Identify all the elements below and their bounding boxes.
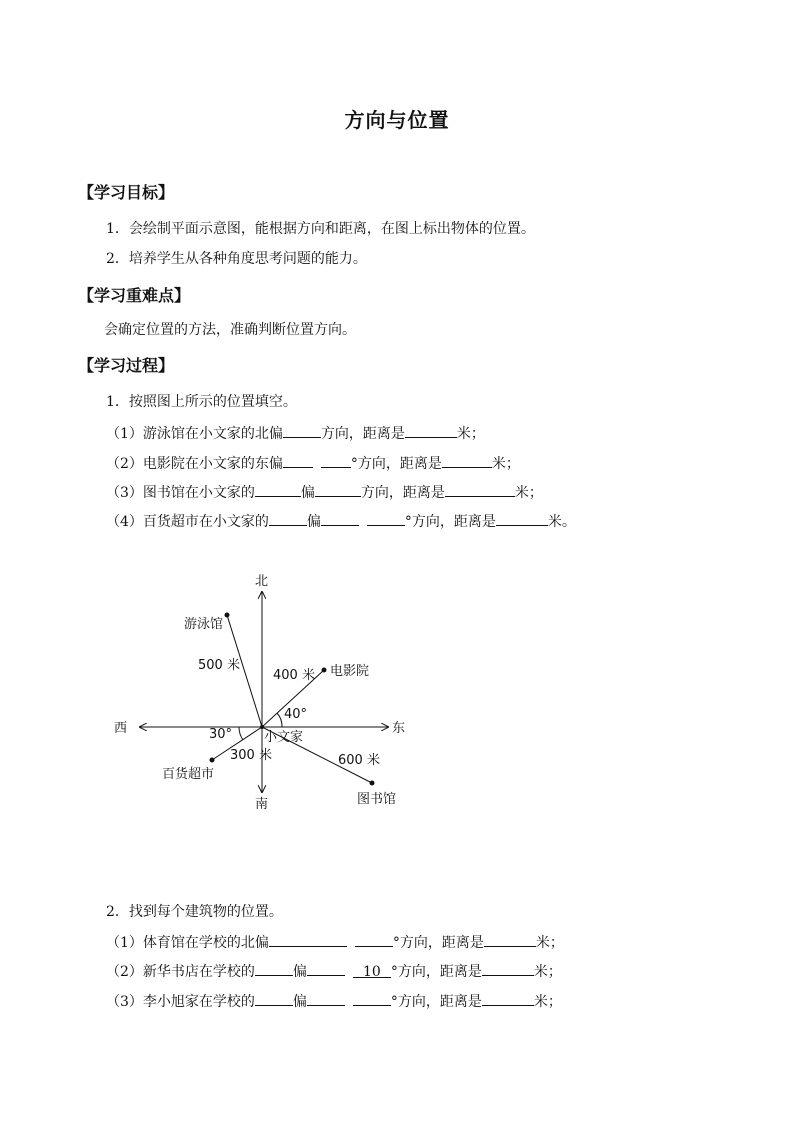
q1-4-text-d: 米。 [547, 514, 576, 530]
goal-item-1: 1．会绘制平面示意图，能根据方向和距离，在图上标出物体的位置。 [106, 221, 535, 237]
q2-line-2 [106, 961, 562, 981]
q2-2-blank-angle-filled[interactable]: 10 [353, 963, 391, 978]
q2-3-blank-dir2[interactable] [307, 991, 345, 1006]
q2-line-3 [106, 991, 562, 1011]
q2-1-text-b: °方向，距离是 [392, 935, 484, 951]
q1-1-text-c: 米； [456, 426, 485, 442]
q1-2-text-a: （2）电影院在小文家的东偏 [106, 456, 283, 472]
page-title: 方向与位置 [344, 108, 450, 132]
q1-2-text-b: °方向，距离是 [350, 456, 442, 472]
q1-2-blank-angle[interactable] [321, 453, 351, 468]
q1-4-blank-dir2[interactable] [321, 511, 359, 526]
q1-3-text-d: 米； [514, 485, 543, 501]
q2-2-text-b: 偏 [292, 964, 307, 980]
label-cinema-angle: 40° [284, 707, 308, 722]
q1-2-blank-distance[interactable] [442, 453, 492, 468]
label-market-dist: 300 米 [230, 748, 272, 763]
q2-3-text-d: 米； [533, 994, 562, 1010]
q2-3-text-c: °方向，距离是 [390, 994, 482, 1010]
q2-3-blank-distance[interactable] [482, 991, 534, 1006]
label-library-dist: 600 米 [338, 753, 380, 768]
point-swimming [225, 613, 230, 618]
q1-prompt: 1．按照图上所示的位置填空。 [106, 394, 297, 410]
label-cinema: 电影院 [330, 664, 370, 679]
q2-1-text-c: 米； [535, 935, 564, 951]
label-swimming-dist: 500 米 [198, 658, 240, 673]
q2-2-blank-dir1[interactable] [255, 961, 293, 976]
label-library: 图书馆 [357, 792, 397, 807]
q2-prompt: 2．找到每个建筑物的位置。 [106, 904, 283, 920]
q1-3-blank-distance[interactable] [445, 482, 515, 497]
label-market: 百货超市 [162, 767, 215, 782]
angle-arc-market [239, 727, 243, 740]
label-swimming: 游泳馆 [184, 617, 224, 632]
direction-diagram [0, 560, 794, 820]
q1-line-4 [106, 511, 576, 531]
q1-1-blank-direction[interactable] [283, 423, 321, 438]
q1-2-text-c: 米； [491, 456, 520, 472]
q1-4-text-b: 偏 [306, 514, 321, 530]
point-cinema [322, 668, 327, 673]
q2-1-blank-distance[interactable] [484, 932, 536, 947]
q1-4-text-c: °方向，距离是 [404, 514, 496, 530]
point-market [210, 758, 215, 763]
label-north: 北 [255, 574, 269, 589]
q2-1-blank-direction[interactable] [269, 932, 347, 947]
label-east: 东 [392, 721, 406, 736]
q2-3-blank-dir1[interactable] [255, 991, 293, 1006]
goals-heading: 【学习目标】 [78, 183, 175, 202]
q1-3-blank-dir2[interactable] [315, 482, 361, 497]
q1-1-text-b: 方向，距离是 [320, 426, 405, 442]
q1-2-blank-direction[interactable] [283, 453, 313, 468]
q2-2-text-a: （2）新华书店在学校的 [106, 964, 255, 980]
angle-arc-cinema [277, 713, 282, 727]
q2-2-text-d: 米； [533, 964, 562, 980]
goal-item-2: 2．培养学生从各种角度思考问题的能力。 [106, 251, 367, 267]
q2-1-blank-angle[interactable] [355, 932, 393, 947]
label-south: 南 [255, 797, 269, 812]
q1-3-blank-dir1[interactable] [255, 482, 301, 497]
q2-3-text-b: 偏 [292, 994, 307, 1010]
label-center: 小文家 [264, 730, 304, 745]
q1-4-blank-dir1[interactable] [269, 511, 307, 526]
q1-3-text-c: 方向，距离是 [360, 485, 445, 501]
label-west: 西 [114, 721, 128, 736]
q1-4-text-a: （4）百货超市在小文家的 [106, 514, 269, 530]
q1-line-2 [106, 453, 520, 473]
q1-line-3 [106, 482, 543, 502]
q1-3-text-b: 偏 [300, 485, 315, 501]
q2-1-text-a: （1）体育馆在学校的北偏 [106, 935, 269, 951]
q2-line-1 [106, 932, 564, 952]
point-library [370, 781, 375, 786]
q2-3-text-a: （3）李小旭家在学校的 [106, 994, 255, 1010]
q1-4-blank-distance[interactable] [496, 511, 548, 526]
q2-3-blank-angle[interactable] [353, 991, 391, 1006]
q1-line-1 [106, 423, 485, 443]
q2-2-blank-dir2[interactable] [307, 961, 345, 976]
q2-2-text-c: °方向，距离是 [390, 964, 482, 980]
q1-1-blank-distance[interactable] [405, 423, 457, 438]
key-points-heading: 【学习重难点】 [78, 286, 191, 305]
label-cinema-dist: 400 米 [273, 668, 315, 683]
key-points-text: 会确定位置的方法，准确判断位置方向。 [104, 322, 356, 338]
label-market-angle: 30° [209, 727, 233, 742]
q1-3-text-a: （3）图书馆在小文家的 [106, 485, 255, 501]
q1-4-blank-angle[interactable] [367, 511, 405, 526]
point-center [260, 725, 264, 729]
q1-1-text-a: （1）游泳馆在小文家的北偏 [106, 426, 283, 442]
q2-2-blank-distance[interactable] [482, 961, 534, 976]
process-heading: 【学习过程】 [78, 356, 175, 375]
